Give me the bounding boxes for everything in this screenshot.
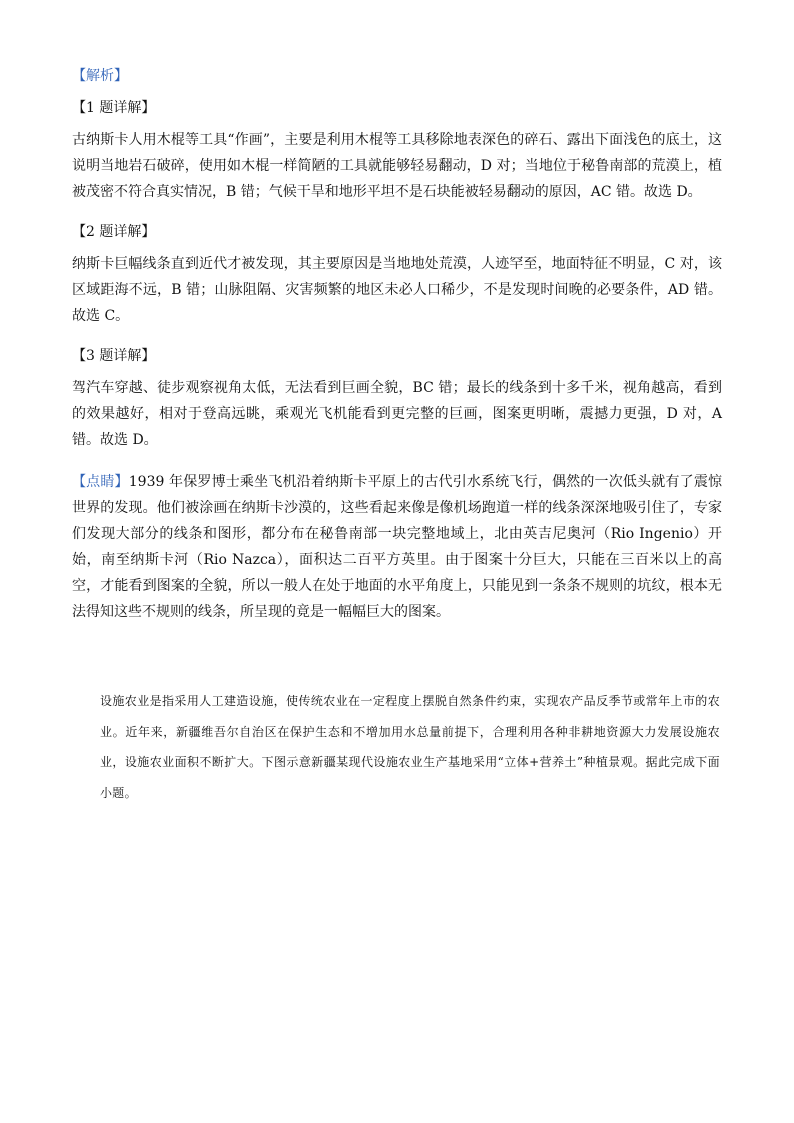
key-point-paragraph <box>72 469 722 625</box>
key-point-tag: 【点睛】 <box>72 474 129 490</box>
question-2-heading: 【2 题详解】 <box>72 224 156 240</box>
question-1-heading: 【1 题详解】 <box>72 100 156 116</box>
question-1-explanation: 古纳斯卡人用木棍等工具“作画”，主要是利用木棍等工具移除地表深色的碎石、露出下面浅色的底土，这说明当地岩石破碎，使用如木棍一样简陋的工具就能够轻易翻动，D 对；当地位于秘鲁南部的荒漠上，植被茂密不符合真实情况，B 错；气候干旱和地形平坦不是石块能被轻易翻动的原因，AC 错。故选 D。 <box>72 132 722 200</box>
key-point-text: 1939 年保罗博士乘坐飞机沿着纳斯卡平原上的古代引水系统飞行，偶然的一次低头就有了震惊世界的发现。他们被涂画在纳斯卡沙漠的，这些看起来像是像机场跑道一样的线条深深地吸引住了，专家们发现大部分的线条和图形，都分布在秘鲁南部一块完整地域上，北由英吉尼奥河（Rio Ingenio）开始，南至纳斯卡河（Rio Nazca），面积达二百平方英里。由于图案十分巨大，只能在三百米以上的高空，才能看到图案的全貌，所以一般人在处于地面的水平角度上，只能见到一条条不规则的坑纹，根本无法得知这些不规则的线条，所呈现的竟是一幅幅巨大的图案。 <box>72 474 723 620</box>
question-2-explanation: 纳斯卡巨幅线条直到近代才被发现，其主要原因是当地地处荒漠，人迹罕至，地面特征不明显，C 对，该区域距海不远，B 错；山脉阻隔、灾害频繁的地区未必人口稀少，不是发现时间晚的必要条件，AD 错。故选 C。 <box>72 256 722 324</box>
question-3-heading: 【3 题详解】 <box>72 348 156 364</box>
question-3-explanation: 驾汽车穿越、徒步观察视角太低，无法看到巨画全貌，BC 错；最长的线条到十多千米，视角越高，看到的效果越好，相对于登高远眺，乘观光飞机能看到更完整的巨画，图案更明晰，震撼力更强，D 对，A 错。故选 D。 <box>72 380 722 448</box>
next-question-passage: 设施农业是指采用人工建造设施，使传统农业在一定程度上摆脱自然条件约束，实现农产品反季节或常年上市的农业。近年来，新疆维吾尔自治区在保护生态和不增加用水总量前提下，合理利用各种非耕地资源大力发展设施农业，设施农业面积不断扩大。下图示意新疆某现代设施农业生产基地采用“立体+营养土”种植景观。据此完成下面小题。 <box>100 694 720 800</box>
analysis-heading: 【解析】 <box>72 68 128 84</box>
